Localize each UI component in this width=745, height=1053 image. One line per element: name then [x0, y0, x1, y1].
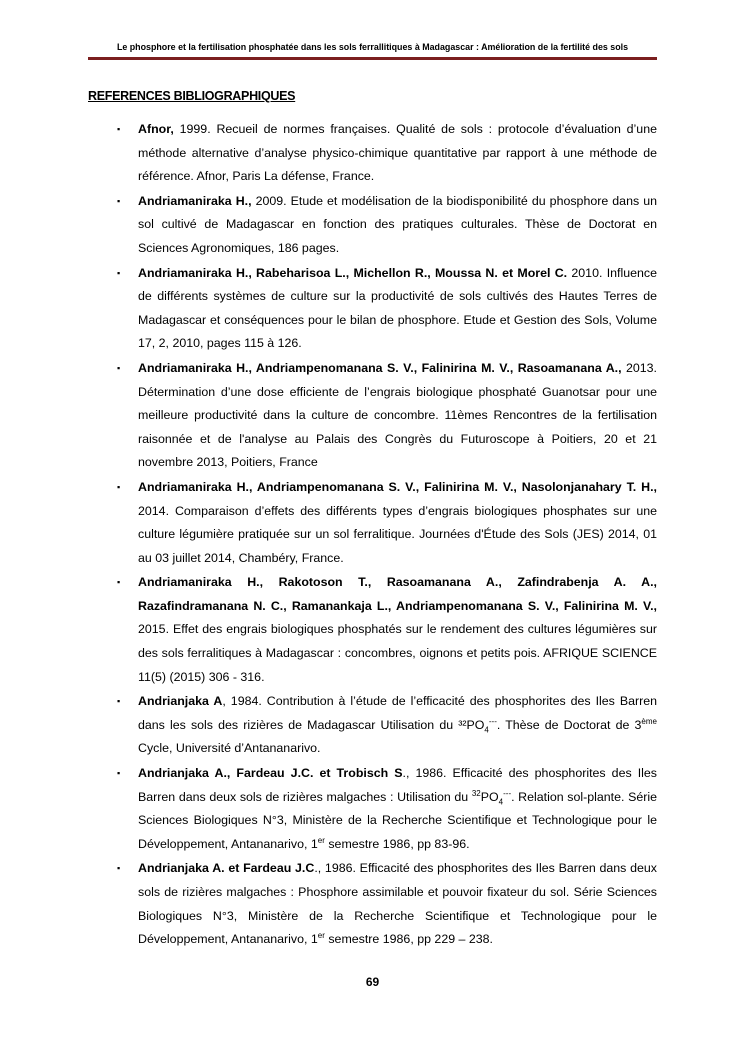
reference-authors: Andriamaniraka H., Rakotoson T., Rasoamanana A., Zafindrabenja A. A., Razafindramanana N. C., Ramanankaja L., Andriampenomanana S. V., Falinirina M. V., [138, 575, 657, 613]
reference-text: . Influence de différents systèmes de culture sur la productivité de sols cultivés des Hautes Terres de Madagascar et conséquences pour le bilan de phosphore. Etude et Gestion des Sols, Volume 17, 2, 2010, pages 115 à 126. [138, 265, 657, 351]
reference-year: 2013 [621, 360, 654, 375]
reference-text: . Comparaison d’effets des différents types d’engrais biologiques phosphates sur une culture légumière pratiquée sur un sol ferralitique. Journées d'Étude des Sols (JES) 2014, 01 au 03 juillet 2014, Chambéry, France. [138, 503, 657, 565]
reference-text: . Thèse de Doctorat de 3 [496, 717, 642, 732]
reference-text: ., 1986. Efficacité des phosphorites des Iles Barren dans deux sols de rizières malgaches : Utilisation du [138, 766, 657, 804]
square-bullet-icon: ▪ [117, 768, 121, 779]
reference-year: 2014 [138, 503, 166, 518]
reference-text: . Relation sol-plante. Série Sciences Biologiques N°3, Ministère de la Recherche Scientifique et Technologique pour le Développement, Antananarivo, 1 [138, 789, 657, 851]
reference-text: semestre 1986, pp 229 – 238. [324, 932, 494, 947]
reference-authors: Andriamaniraka H., Andriampenomanana S. V., Falinirina M. V., Nasolonjanahary T. H., [138, 479, 657, 494]
square-bullet-icon: ▪ [117, 577, 121, 588]
reference-text: . Effet des engrais biologiques phosphatés sur le rendement des cultures légumières sur des sols ferralitiques à Madagascar : concombres, oignons et petits pois. AFRIQUE SCIENCE 11(5) (2015) 306 - 316. [138, 622, 657, 684]
square-bullet-icon: ▪ [117, 696, 121, 707]
reference-year: 2010 [567, 265, 599, 280]
isotope-label: ³² [458, 717, 467, 732]
subscript: 4 [484, 725, 489, 735]
subscript: 4 [498, 797, 504, 807]
square-bullet-icon: ▪ [117, 267, 121, 278]
ordinal-superscript: ème [641, 716, 657, 726]
reference-item [117, 262, 657, 356]
reference-item [117, 476, 657, 570]
reference-authors: Afnor, [138, 122, 174, 136]
reference-authors: Andrianjaka A [138, 694, 223, 709]
ordinal-superscript: er [317, 931, 325, 941]
reference-authors: Andriamaniraka H., Andriampenomanana S. V., Falinirina M. V., Rasoamanana A., [138, 360, 622, 375]
reference-item [117, 571, 657, 689]
reference-text: . Recueil de normes françaises. Qualité de sols : protocole d’évaluation d’une méthode alternative d’analyse physico-chimique quantitative par rapport à une méthode de référence. Afnor, Paris La défense, France. [138, 122, 657, 184]
header-divider [88, 57, 657, 60]
page-number: 69 [365, 975, 380, 989]
reference-item [117, 190, 657, 261]
reference-item [117, 357, 657, 475]
charge-superscript: --- [503, 788, 512, 798]
reference-authors: Andriamaniraka H., Rabeharisoa L., Michellon R., Moussa N. et Morel C. [138, 265, 568, 280]
ordinal-superscript: er [317, 835, 325, 845]
reference-authors: Andrianjaka A., Fardeau J.C. et Trobisch S [138, 766, 403, 781]
reference-item [117, 690, 658, 761]
reference-item [117, 762, 657, 856]
reference-item [117, 118, 657, 189]
square-bullet-icon: ▪ [117, 124, 121, 134]
reference-text: , 1984. Contribution à l’étude de l’efficacité des phosphorites des Iles Barren dans les sols des rizières de Madagascar Utilisation du [138, 694, 658, 732]
reference-year: 2009 [251, 193, 284, 208]
reference-text: ., 1986. Efficacité des phosphorites des Iles Barren dans deux sols de rizières malgaches : Phosphore assimilable et pouvoir fixateur du sol. Série Sciences Biologiques N°3, Ministère de la Recherche Scientifique et Technologique pour le Développement, Antananarivo, 1 [138, 861, 657, 947]
charge-superscript: --- [488, 716, 497, 726]
molecule-label: PO [480, 789, 499, 804]
reference-text: . Détermination d’une dose efficiente de l’engrais biologique phosphaté Guanotsar pour une meilleure productivité dans la culture de concombre. 11èmes Rencontres de la fertilisation raisonnée et de l'analyse au Palais des Congrès du Futuroscope à Poitiers, 20 et 21 novembre 2013, Poitiers, France [138, 360, 657, 470]
reference-item [117, 857, 657, 951]
section-title: REFERENCES BIBLIOGRAPHIQUES [88, 89, 296, 103]
reference-text: . Etude et modélisation de la biodisponibilité du phosphore dans un sol cultivé de Madagascar en fonction des pratiques culturales. Thèse de Doctorat en Sciences Agronomiques, 186 pages. [138, 193, 657, 255]
reference-authors: Andrianjaka A. et Fardeau J.C [138, 861, 315, 876]
reference-year: 2015 [138, 622, 166, 637]
square-bullet-icon: ▪ [117, 362, 121, 373]
square-bullet-icon: ▪ [117, 863, 121, 874]
reference-authors: Andriamaniraka H., [138, 193, 252, 208]
reference-text: semestre 1986, pp 83-96. [324, 836, 470, 851]
square-bullet-icon: ▪ [117, 195, 121, 206]
running-header: Le phosphore et la fertilisation phosphatée dans les sols ferrallitiques à Madagascar : Amélioration de la fertilité des sols [116, 42, 629, 52]
isotope-superscript: 32 [471, 788, 481, 798]
molecule-label: PO [466, 717, 485, 732]
reference-year: 1999 [173, 122, 208, 136]
square-bullet-icon: ▪ [117, 481, 121, 492]
reference-list [117, 118, 658, 953]
reference-text: Cycle, Université d’Antananarivo. [138, 741, 321, 756]
